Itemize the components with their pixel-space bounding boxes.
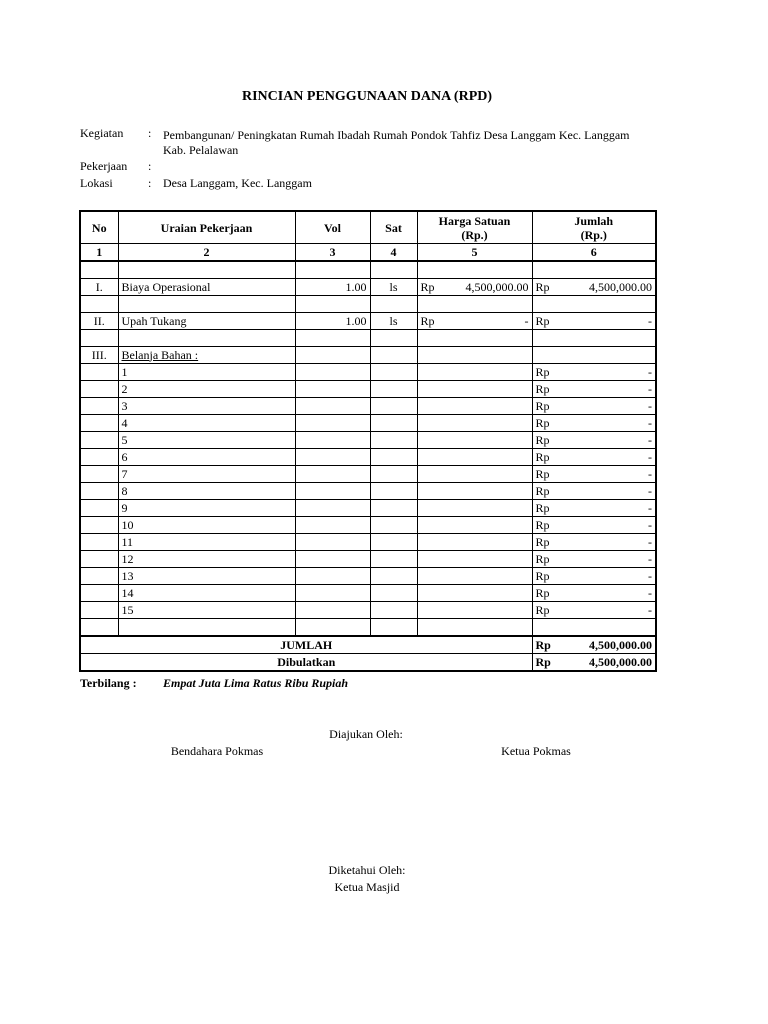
table-row-bahan-item	[80, 398, 656, 415]
table-header-row	[80, 211, 656, 244]
currency-label: Rp	[535, 534, 550, 549]
bahan-item-number: 14	[118, 585, 295, 602]
lokasi-value: Desa Langgam, Kec. Langgam	[163, 176, 312, 190]
pekerjaan-colon: :	[148, 159, 152, 173]
currency-label: Rp	[535, 313, 550, 328]
jumlah-value: -	[648, 432, 652, 447]
row-uraian: Belanja Bahan :	[118, 347, 295, 364]
jumlah-total	[532, 636, 656, 654]
row-no: III.	[80, 347, 118, 364]
currency-label: Rp	[535, 602, 550, 617]
dibulatkan-label: Dibulatkan	[80, 654, 532, 672]
table-row-bahan-item	[80, 602, 656, 619]
header-harga-line2: (Rp.)	[461, 227, 488, 242]
jumlah-value: 4,500,000.00	[589, 279, 652, 294]
bahan-item-jumlah	[532, 585, 656, 602]
bahan-item-jumlah	[532, 466, 656, 483]
bahan-item-number: 7	[118, 466, 295, 483]
bahan-item-number: 6	[118, 449, 295, 466]
jumlah-value: -	[648, 449, 652, 464]
diketahui-oleh: Diketahui Oleh:	[328, 863, 406, 877]
jumlah-label: JUMLAH	[80, 636, 532, 654]
row-sat: ls	[370, 279, 417, 296]
bahan-item-jumlah	[532, 364, 656, 381]
currency-label: Rp	[535, 415, 550, 430]
currency-label: Rp	[535, 432, 550, 447]
currency-label: Rp	[535, 466, 550, 481]
dibulatkan-total	[532, 654, 656, 672]
blank-row	[80, 261, 656, 279]
harga-value: 4,500,000.00	[465, 279, 529, 294]
bahan-item-jumlah	[532, 551, 656, 568]
bahan-item-jumlah	[532, 602, 656, 619]
table-row-bahan-item	[80, 432, 656, 449]
ketua-masjid: Ketua Masjid	[334, 880, 400, 894]
jumlah-total-value: 4,500,000.00	[589, 637, 652, 652]
header-no: No	[80, 211, 118, 244]
jumlah-value: -	[648, 364, 652, 379]
blank-row	[80, 619, 656, 637]
jumlah-value: -	[648, 551, 652, 566]
bahan-item-number: 2	[118, 381, 295, 398]
table-row-bahan-item	[80, 483, 656, 500]
bahan-item-jumlah	[532, 398, 656, 415]
total-row-dibulatkan	[80, 654, 656, 672]
table-row-bahan-item	[80, 517, 656, 534]
header-vol: Vol	[295, 211, 370, 244]
bahan-item-jumlah	[532, 432, 656, 449]
bahan-item-jumlah	[532, 449, 656, 466]
bahan-item-number: 3	[118, 398, 295, 415]
table-row-bahan-item	[80, 568, 656, 585]
currency-label: Rp	[535, 483, 550, 498]
ketua-pokmas: Ketua Pokmas	[501, 744, 571, 758]
table-row-bahan-item	[80, 585, 656, 602]
jumlah-value: -	[648, 466, 652, 481]
pekerjaan-label: Pekerjaan	[80, 159, 128, 173]
currency-label: Rp	[420, 279, 435, 294]
header-jumlah	[532, 211, 656, 244]
terbilang	[80, 676, 349, 691]
header-jumlah-line1: Jumlah	[574, 213, 614, 228]
header-number: 5	[417, 244, 532, 262]
header-number: 4	[370, 244, 417, 262]
bahan-item-number: 15	[118, 602, 295, 619]
row-jumlah	[532, 313, 656, 330]
currency-label: Rp	[535, 449, 550, 464]
bahan-item-number: 10	[118, 517, 295, 534]
currency-label: Rp	[535, 551, 550, 566]
currency-label: Rp	[535, 654, 551, 669]
row-jumlah	[532, 279, 656, 296]
currency-label: Rp	[535, 517, 550, 532]
bendahara-pokmas: Bendahara Pokmas	[170, 744, 264, 758]
row-vol: 1.00	[295, 313, 370, 330]
row-vol: 1.00	[295, 279, 370, 296]
header-harga-line1: Harga Satuan	[438, 213, 511, 228]
currency-label: Rp	[420, 313, 435, 328]
row-no: II.	[80, 313, 118, 330]
header-uraian: Uraian Pekerjaan	[118, 211, 295, 244]
bahan-item-number: 12	[118, 551, 295, 568]
bahan-item-number: 8	[118, 483, 295, 500]
bahan-item-number: 11	[118, 534, 295, 551]
harga-value: -	[524, 313, 529, 328]
row-no: I.	[80, 279, 118, 296]
terbilang-label: Terbilang :	[80, 676, 137, 690]
kegiatan-colon: :	[148, 126, 152, 140]
table-row-bahan-item	[80, 415, 656, 432]
lokasi-colon: :	[148, 176, 152, 190]
header-jumlah-line2: (Rp.)	[580, 227, 607, 242]
currency-label: Rp	[535, 279, 550, 294]
kegiatan-value: Pembangunan/ Peningkatan Rumah Ibadah Rumah Pondok Tahfiz Desa Langgam Kec. Langgam Kab. Pelalawan	[163, 128, 630, 157]
table-row-bahan-item	[80, 364, 656, 381]
document-title: RINCIAN PENGGUNAAN DANA (RPD)	[241, 89, 493, 104]
header-number: 6	[532, 244, 656, 262]
table-row-biaya	[80, 279, 656, 296]
bahan-item-jumlah	[532, 415, 656, 432]
blank-row	[80, 330, 656, 347]
bahan-item-number: 13	[118, 568, 295, 585]
row-uraian: Biaya Operasional	[118, 279, 295, 296]
table-row-bahan-item	[80, 449, 656, 466]
header-harga	[417, 211, 532, 244]
currency-label: Rp	[535, 585, 550, 600]
lokasi-label: Lokasi	[80, 176, 113, 190]
row-uraian: Upah Tukang	[118, 313, 295, 330]
blank-row	[80, 296, 656, 313]
table-row-bahan	[80, 347, 656, 364]
bahan-item-jumlah	[532, 517, 656, 534]
jumlah-value: -	[648, 585, 652, 600]
jumlah-value: -	[648, 602, 652, 617]
kegiatan-label: Kegiatan	[80, 126, 124, 140]
jumlah-value: -	[648, 568, 652, 583]
total-row-jumlah	[80, 636, 656, 654]
bahan-item-jumlah	[532, 500, 656, 517]
table-row-bahan-item	[80, 466, 656, 483]
bahan-item-number: 1	[118, 364, 295, 381]
table-row-upah	[80, 313, 656, 330]
row-sat: ls	[370, 313, 417, 330]
jumlah-value: -	[648, 415, 652, 430]
terbilang-value: Empat Juta Lima Ratus Ribu Rupiah	[163, 676, 349, 690]
table-row-bahan-item	[80, 534, 656, 551]
table-row-bahan-item	[80, 551, 656, 568]
bahan-item-number: 9	[118, 500, 295, 517]
currency-label: Rp	[535, 398, 550, 413]
bahan-item-jumlah	[532, 534, 656, 551]
rpd-table	[79, 210, 657, 672]
bahan-item-jumlah	[532, 483, 656, 500]
header-number: 2	[118, 244, 295, 262]
diajukan-oleh: Diajukan Oleh:	[329, 727, 403, 741]
bahan-item-number: 4	[118, 415, 295, 432]
jumlah-value: -	[648, 483, 652, 498]
bahan-item-jumlah	[532, 568, 656, 585]
header-sat: Sat	[370, 211, 417, 244]
row-harga	[417, 279, 532, 296]
row-harga	[417, 313, 532, 330]
table-row-bahan-item	[80, 381, 656, 398]
jumlah-value: -	[648, 517, 652, 532]
dibulatkan-value: 4,500,000.00	[589, 654, 652, 669]
jumlah-value: -	[648, 313, 652, 328]
currency-label: Rp	[535, 381, 550, 396]
jumlah-value: -	[648, 398, 652, 413]
currency-label: Rp	[535, 364, 550, 379]
currency-label: Rp	[535, 500, 550, 515]
header-number: 3	[295, 244, 370, 262]
jumlah-value: -	[648, 381, 652, 396]
bahan-item-jumlah	[532, 381, 656, 398]
jumlah-value: -	[648, 500, 652, 515]
bahan-item-number: 5	[118, 432, 295, 449]
header-number: 1	[80, 244, 118, 262]
jumlah-value: -	[648, 534, 652, 549]
currency-label: Rp	[535, 568, 550, 583]
table-row-bahan-item	[80, 500, 656, 517]
currency-label: Rp	[535, 637, 551, 652]
table-header-numbers	[80, 244, 656, 262]
